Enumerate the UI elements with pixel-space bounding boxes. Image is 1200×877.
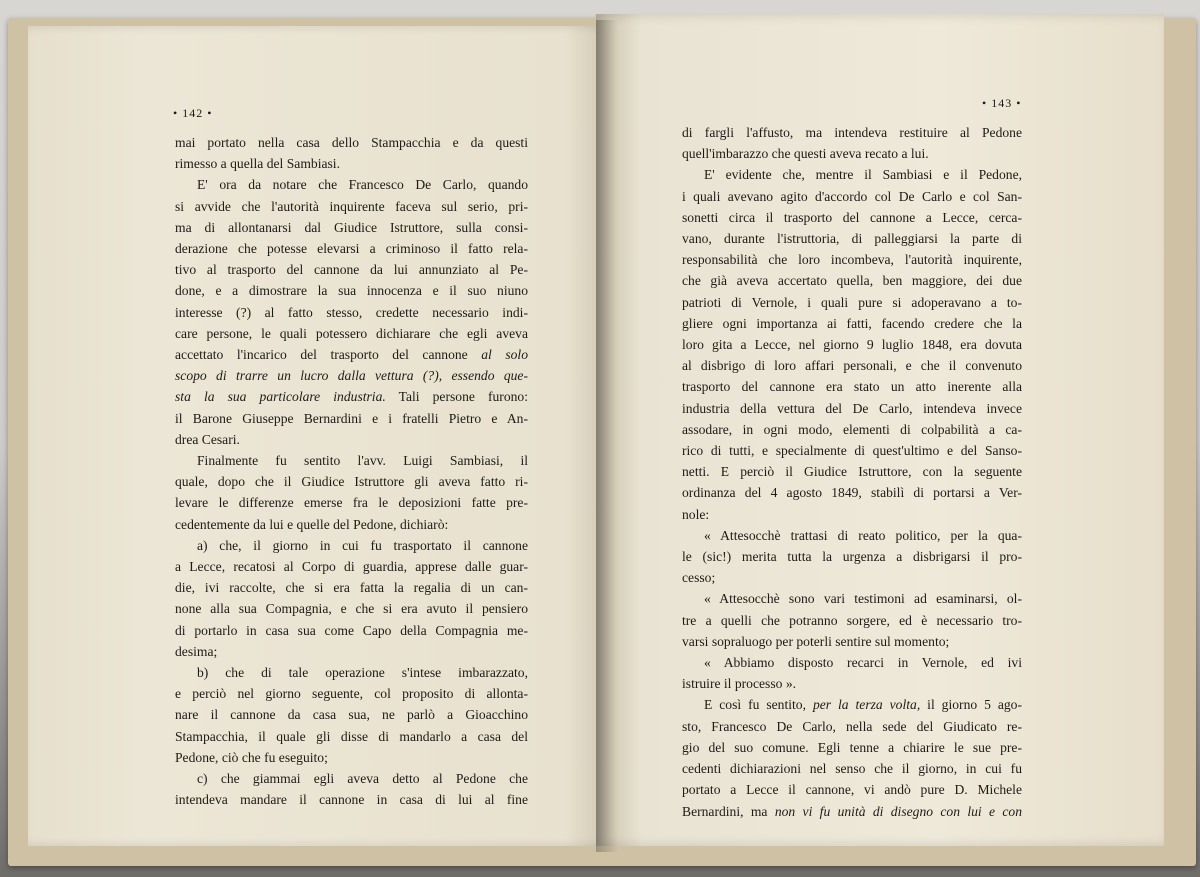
text-line (175, 662, 528, 683)
text-run: vano, durante l'istruttoria, di palleggiarsi la parte di (682, 231, 1022, 247)
text-line (682, 716, 1022, 737)
text-line (175, 683, 528, 704)
text-run: levare le differenze emerse fra le deposizioni fatte pre- (175, 495, 528, 511)
text-run: care persone, le quali potessero dichiarare che egli aveva (175, 325, 528, 341)
text-run: varsi sopraluogo per poterli sentire sul momento; (682, 633, 950, 649)
text-run: rico di tutti, e specialmente di quest'ultimo e del Sanso- (682, 443, 1022, 459)
text-line (682, 631, 1022, 652)
text-run: tivo al trasporto del cannone da lui annunziato al Pe- (175, 262, 528, 278)
text-run: di portarlo in casa sua come Capo della Compagnia me- (175, 622, 528, 638)
text-line (682, 482, 1022, 503)
text-line (682, 419, 1022, 440)
text-run: Finalmente fu sentito l'avv. Luigi Sambiasi, il (197, 453, 528, 469)
text-line (682, 249, 1022, 270)
text-line (175, 365, 528, 386)
text-run: Bernardini, ma (682, 803, 775, 819)
text-line (682, 440, 1022, 461)
text-run: sto, Francesco De Carlo, nella sede del Giudicato re- (682, 718, 1022, 734)
text-line (682, 504, 1022, 525)
left-page-number: • 142 • (173, 106, 213, 120)
text-line (175, 344, 528, 365)
text-run: ordinanza del 4 agosto 1849, stabilì di portarsi a Ver- (682, 485, 1022, 501)
text-line (682, 292, 1022, 313)
text-line (175, 196, 528, 217)
text-line (175, 238, 528, 259)
text-line (682, 758, 1022, 779)
text-run: Tali persone furono: (385, 389, 528, 405)
text-run: il giorno 5 ago- (920, 697, 1022, 713)
text-line (175, 789, 528, 810)
text-run: none alla sua Compagnia, e che si era avuto il pensiero (175, 601, 528, 617)
text-run: gio del suo comune. Egli tenne a chiarire le sue pre- (682, 739, 1022, 755)
text-line (682, 737, 1022, 758)
text-run: ma di allontanarsi dal Giudice Istruttore, sulla consi- (175, 219, 528, 235)
text-run: die, ivi raccolte, che si era fatta la regalia di un can- (175, 580, 528, 596)
text-run: a Lecce, recatosi al Corpo di guardia, apprese dalle guar- (175, 559, 528, 575)
text-line (175, 535, 528, 556)
text-run: cedenti dichiarazioni nel senso che il giorno, in cui fu (682, 761, 1022, 777)
text-run: patrioti di Vernole, i quali pure si adoperavano a to- (682, 294, 1022, 310)
text-run: a) che, il giorno in cui fu trasportato il cannone (197, 537, 528, 553)
text-line (175, 704, 528, 725)
text-run: Stampacchia, il quale gli disse di mandarlo a casa del (175, 728, 528, 744)
text-line (175, 598, 528, 619)
text-line (682, 270, 1022, 291)
text-line (682, 673, 1022, 694)
text-line (682, 207, 1022, 228)
text-run: « Attesocchè sono vari testimoni ad esaminarsi, ol- (704, 591, 1022, 607)
text-run: istruire il processo ». (682, 676, 797, 692)
right-page-body (682, 122, 1022, 822)
text-line (175, 556, 528, 577)
text-run: trasporto del cannone era stato un atto inerente alla (682, 379, 1022, 395)
text-run: responsabilità che loro incombeva, l'autorità inquirente, (682, 252, 1022, 268)
text-run: i quali avevano agito d'accordo col De Carlo e col San- (682, 188, 1022, 204)
text-run: cedentemente da lui e quelle del Pedone, dichiarò: (175, 516, 449, 532)
text-run: accettato l'incarico del trasporto del cannone (175, 347, 482, 363)
text-line (175, 132, 528, 153)
text-run: rimesso a quella del Sambiasi. (175, 156, 340, 172)
text-line (682, 801, 1022, 822)
text-run: « Abbiamo disposto recarci in Vernole, ed ivi (704, 655, 1022, 671)
text-run: il Barone Giuseppe Bernardini e i fratelli Pietro e An- (175, 410, 528, 426)
text-run: si avvide che l'autorità inquirente faceva sul serio, pri- (175, 198, 528, 214)
text-line (175, 323, 528, 344)
text-line (175, 153, 528, 174)
text-line (682, 610, 1022, 631)
text-run: done, e a dimostrare la sua innocenza e il suo niuno (175, 283, 528, 299)
text-line (682, 355, 1022, 376)
text-run: mai portato nella casa dello Stampacchia e da questi (175, 135, 528, 150)
text-run: quale, dopo che il Giudice Istruttore gli aveva fatto ri- (175, 474, 528, 490)
text-line (682, 779, 1022, 800)
text-line (682, 588, 1022, 609)
text-line (175, 386, 528, 407)
text-run: quell'imbarazzo che questi aveva recato a lui. (682, 146, 929, 162)
text-run: « Attesocchè trattasi di reato politico, per la qua- (704, 527, 1022, 543)
text-line (175, 302, 528, 323)
text-run: desima; (175, 643, 218, 659)
text-line (175, 408, 528, 429)
text-run: E' evidente che, mentre il Sambiasi e il Pedone, (704, 167, 1022, 183)
text-run: assodare, in ogni modo, elementi di colpabilità a ca- (682, 421, 1022, 437)
text-line (682, 652, 1022, 673)
italic-run: sta la sua particolare industria. (175, 389, 386, 405)
text-line (682, 398, 1022, 419)
left-page (28, 26, 613, 846)
text-run: interesse (?) al fatto stesso, credette necessario indi- (175, 304, 528, 320)
text-line (682, 228, 1022, 249)
text-line (682, 567, 1022, 588)
italic-run: non vi fu unità di disegno con lui e con (774, 803, 1023, 819)
text-line (175, 492, 528, 513)
text-run: E così fu sentito, (704, 697, 813, 713)
text-run: portato a Lecce il cannone, vi andò pure D. Michele (682, 782, 1022, 798)
text-line (175, 726, 528, 747)
right-page-number: • 143 • (982, 96, 1022, 110)
text-run: loro gita a Lecce, nel giorno 9 luglio 1848, era dovuta (682, 337, 1022, 353)
text-run: c) che giammai egli aveva detto al Pedone che (197, 771, 528, 787)
text-run: b) che di tale operazione s'intese imbarazzato, (197, 665, 528, 681)
book-spine-shadow (596, 20, 618, 852)
text-line (682, 525, 1022, 546)
text-run: Pedone, ciò che fu eseguito; (175, 749, 328, 765)
text-run: nole: (682, 506, 710, 522)
text-run: di fargli l'affusto, ma intendeva restituire al Pedone (682, 125, 1022, 140)
text-run: derazione che potesse elevarsi a criminoso il fatto rela- (175, 241, 528, 257)
text-line (682, 546, 1022, 567)
text-line (175, 471, 528, 492)
text-line (175, 259, 528, 280)
italic-run: scopo di trarre un lucro dalla vettura (?), essendo que- (175, 368, 528, 384)
text-run: intendeva mandare il cannone in casa di lui al fine (175, 792, 528, 808)
text-line (175, 174, 528, 195)
text-run: drea Cesari. (175, 431, 240, 447)
text-line (175, 280, 528, 301)
text-line (682, 694, 1022, 715)
left-page-body (175, 132, 528, 811)
text-run: cesso; (682, 570, 716, 586)
text-run: E' ora da notare che Francesco De Carlo, quando (197, 177, 528, 193)
text-line (175, 620, 528, 641)
text-run: al disbrigo di loro affari personali, e che il convenuto (682, 358, 1022, 374)
text-line (175, 641, 528, 662)
text-line (682, 164, 1022, 185)
text-line (682, 122, 1022, 143)
text-run: tre a quelli che potranno sorgere, ed è necessario tro- (682, 612, 1022, 628)
text-line (682, 186, 1022, 207)
text-run: netti. E perciò il Giudice Istruttore, con la seguente (682, 464, 1022, 480)
text-line (682, 376, 1022, 397)
text-run: gliere ogni importanza ai fatti, facendo credere che la (682, 315, 1022, 331)
text-line (682, 461, 1022, 482)
text-line (175, 450, 528, 471)
text-line (175, 217, 528, 238)
text-line (175, 577, 528, 598)
text-line (682, 313, 1022, 334)
italic-run: al solo (481, 347, 528, 363)
italic-run: per la terza volta, (812, 697, 921, 713)
text-run: che già aveva accertato quella, ben maggiore, dei due (682, 273, 1022, 289)
text-line (175, 514, 528, 535)
right-page (596, 14, 1164, 846)
text-run: sonetti circa il trasporto del cannone a Lecce, cerca- (682, 209, 1022, 225)
text-run: e perciò nel giorno seguente, col proposito di allonta- (175, 686, 528, 702)
text-run: le (sic!) merita tutta la urgenza a disbrigarsi il pro- (682, 549, 1022, 565)
text-run: nare il cannone da casa sua, ne parlò a Gioacchino (175, 707, 528, 723)
text-line (175, 768, 528, 789)
text-line (175, 429, 528, 450)
text-run: industria della vettura del De Carlo, intendeva invece (682, 400, 1022, 416)
text-line (682, 143, 1022, 164)
text-line (175, 747, 528, 768)
text-line (682, 334, 1022, 355)
